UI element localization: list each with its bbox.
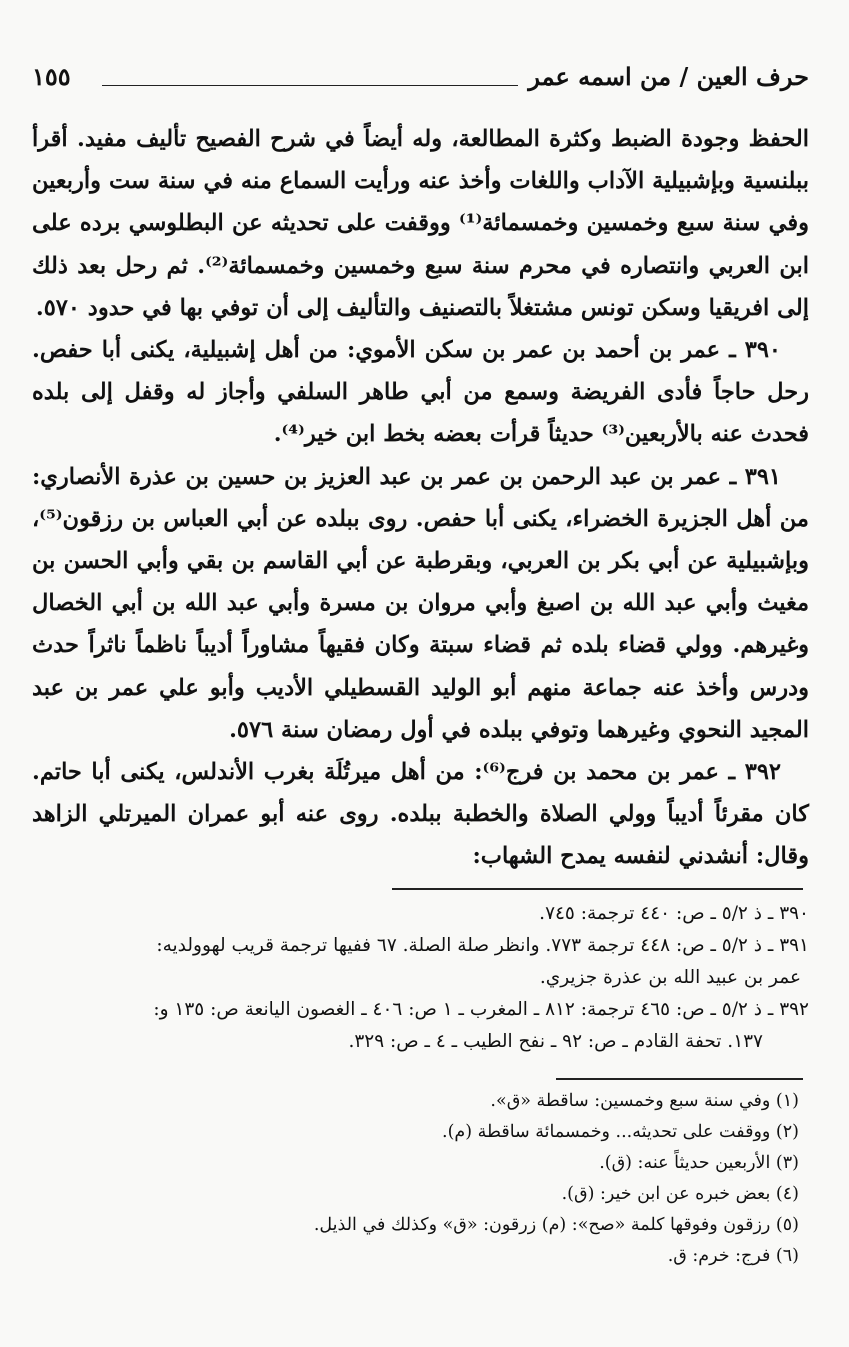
footnote-2: (٢) ووقفت على تحديثه... وخمسمائة ساقطة (م). xyxy=(442,1122,799,1142)
footnote-5: (٥) رزقون وفوقها كلمة «صح»: (م) زرقون: «ق» وكذلك في الذيل. xyxy=(313,1215,799,1235)
entry-390: ٣٩٠ ـ عمر بن أحمد بن عمر بن سكن الأموي: من أهل إشبيلية، يكنى أبا حفص. رحل حاجاً فأدى الفريضة وسمع من أبي طاهر السلفي وأجاز له وقفل إلى بلده فحدث عنه بالأربعين⁽³⁾ حديثاً قرأت بعضه بخط ابن خير⁽⁴⁾. xyxy=(32,337,809,448)
source-references xyxy=(32,898,809,1058)
page-number: ١٥٥ xyxy=(32,61,71,91)
reference-line: عمر بن عبيد الله بن عذرة جزيري. xyxy=(539,967,801,988)
page-header xyxy=(32,58,809,94)
footnote-6: (٦) فرج: خرم: ق. xyxy=(667,1246,799,1266)
footnotes-divider xyxy=(556,1078,803,1080)
header-rule xyxy=(102,67,518,86)
reference-line: ٣٩١ ـ ذ ٥/٢ ـ ص: ٤٤٨ ترجمة ٧٧٣. وانظر صلة الصلة. ٦٧ ففيها ترجمة قريب لهوولديه: xyxy=(156,935,809,956)
reference-line: ٣٩٢ ـ ذ ٥/٢ ـ ص: ٤٦٥ ترجمة: ٨١٢ ـ المغرب ـ ١ ص: ٤٠٦ ـ الغصون اليانعة ص: ١٣٥ و: xyxy=(153,999,809,1020)
paragraph-continuation: الحفظ وجودة الضبط وكثرة المطالعة، وله أيضاً في شرح الفصيح تأليف مفيد. أقرأ ببلنسية وبإشبيلية الآداب واللغات وأخذ عنه ورأيت السماع منه في سنة ست وأربعين وفي سنة سبع وخمسين وخمسمائة⁽¹⁾ ووقفت على تحديثه عن البطلوسي برده على ابن العربي وانتصاره في محرم سنة سبع وخمسين وخمسمائة⁽²⁾. ثم رحل بعد ذلك إلى افريقيا وسكن تونس مشتغلاً بالتصنيف والتأليف إلى أن توفي بها في حدود ٥٧٠. xyxy=(32,126,810,321)
reference-line: ٣٩٠ ـ ذ ٥/٢ ـ ص: ٤٤٠ ترجمة: ٧٤٥. xyxy=(539,903,809,924)
references-divider xyxy=(392,888,803,890)
main-text xyxy=(32,118,809,878)
reference-391 xyxy=(32,930,809,994)
footnote-3: (٣) الأربعين حديثاً عنه: (ق). xyxy=(599,1153,799,1173)
reference-390 xyxy=(32,898,809,930)
reference-line: ١٣٧. تحفة القادم ـ ص: ٩٢ ـ نفح الطيب ـ ٤ ـ ص: ٣٢٩. xyxy=(348,1031,763,1052)
entry-392: ٣٩٢ ـ عمر بن محمد بن فرج⁽⁶⁾: من أهل ميرتُلَة بغرب الأندلس، يكنى أبا حاتم. كان مقرئاً أديباً وولي الصلاة والخطبة ببلده. روى عنه أبو عمران الميرتلي الزاهد وقال: أنشدني لنفسه يمدح الشهاب: xyxy=(32,759,809,870)
footnote-4: (٤) بعض خبره عن ابن خير: (ق). xyxy=(561,1184,799,1204)
footnote-1: (١) وفي سنة سبع وخمسين: ساقطة «ق». xyxy=(490,1091,799,1111)
footnotes xyxy=(32,1086,799,1272)
reference-392 xyxy=(32,994,809,1058)
entry-391: ٣٩١ ـ عمر بن عبد الرحمن بن عمر بن عبد العزيز بن حسين بن عذرة الأنصاري: من أهل الجزيرة الخضراء، يكنى أبا حفص. روى ببلده عن أبي العباس بن رزقون⁽⁵⁾، وبإشبيلية عن أبي بكر بن العربي، وبقرطبة عن أبي القاسم بن بقي وأبي الحسن بن مغيث وأبي عبد الله بن اصبغ وأبي مروان بن مسرة وأبي عبد الله بن أبي الخصال وغيرهم. وولي قضاء بلده ثم قضاء سبتة وكان فقيهاً مشاوراً أديباً ناظماً ناثراً حدث ودرس وأخذ عنه جماعة منهم أبو الوليد القسطيلي الأديب وأبو علي عمر بن عبد المجيد النحوي وغيرهما وتوفي ببلده في أول رمضان سنة ٥٧٦. xyxy=(32,463,809,743)
running-title: حرف العين / من اسمه عمر xyxy=(528,61,809,91)
